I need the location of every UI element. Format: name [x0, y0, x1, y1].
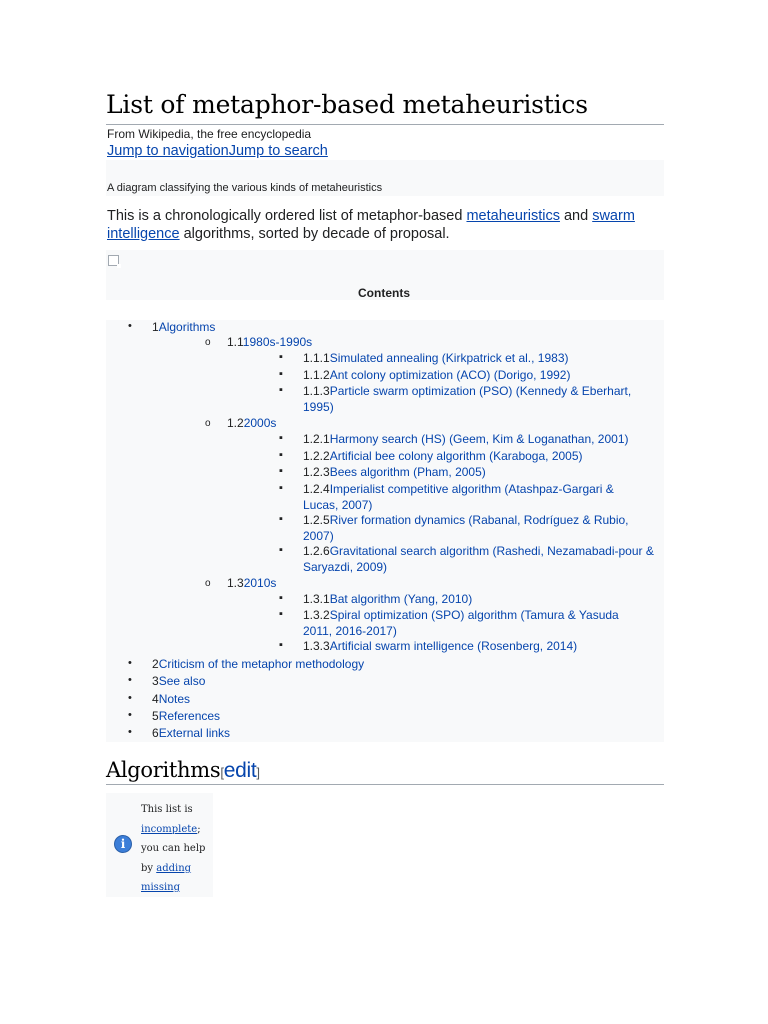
bullet-square: ▪ [279, 513, 283, 525]
toc-item-1-1-1[interactable]: 1.1.1Simulated annealing (Kirkpatrick et al., 1983) [303, 351, 569, 365]
bullet-disc: • [128, 657, 132, 669]
bullet-disc: • [128, 320, 132, 332]
table-of-contents [106, 320, 664, 742]
swarm-intelligence-link[interactable]: swarm intelligence [107, 208, 635, 242]
toc-item-1[interactable]: 1Algorithms [152, 320, 216, 334]
bullet-square: ▪ [279, 449, 283, 461]
page-title: List of metaphor-based metaheuristics [106, 90, 588, 119]
toc-item-6[interactable]: 6External links [152, 726, 231, 740]
toc-item-1-1[interactable]: 1.11980s-1990s [227, 335, 313, 349]
info-icon: i [114, 835, 132, 853]
toc-item-1-1-3[interactable]: 1.1.3Particle swarm optimization (PSO) (Kennedy & Eberhart, 1995) [303, 384, 632, 414]
toc-item-1-2-1[interactable]: 1.2.1Harmony search (HS) (Geem, Kim & Loganathan, 2001) [303, 432, 629, 446]
toc-item-1-2-4[interactable]: 1.2.4Imperialist competitive algorithm (Atashpaz-Gargari & Lucas, 2007) [303, 482, 614, 512]
bullet-circle: o [205, 578, 211, 589]
bullet-circle: o [205, 337, 211, 348]
toc-item-1-3-3[interactable]: 1.3.3Artificial swarm intelligence (Rosenberg, 2014) [303, 639, 578, 653]
adding-missing-link[interactable]: adding missing [141, 862, 192, 893]
toc-item-1-1-2[interactable]: 1.1.2Ant colony optimization (ACO) (Dorigo, 1992) [303, 368, 571, 382]
jump-to-navigation-link[interactable]: Jump to navigation [107, 143, 229, 159]
bullet-disc: • [128, 709, 132, 721]
figure-caption: A diagram classifying the various kinds of metaheuristics [107, 182, 383, 194]
bullet-square: ▪ [279, 384, 283, 396]
bullet-square: ▪ [279, 368, 283, 380]
bullet-circle: o [205, 418, 211, 429]
bullet-square: ▪ [279, 608, 283, 620]
bullet-square: ▪ [279, 639, 283, 651]
toc-item-1-3-2[interactable]: 1.3.2Spiral optimization (SPO) algorithm (Tamura & Yasuda 2011, 2016-2017) [303, 608, 619, 638]
intro-paragraph [107, 207, 667, 243]
bullet-square: ▪ [279, 544, 283, 556]
bullet-disc: • [128, 692, 132, 704]
bullet-square: ▪ [279, 351, 283, 363]
bullet-square: ▪ [279, 432, 283, 444]
toc-item-1-2-3[interactable]: 1.2.3Bees algorithm (Pham, 2005) [303, 465, 486, 479]
toc-title: Contents [358, 286, 410, 300]
edit-section-link[interactable]: edit [223, 759, 257, 782]
bullet-disc: • [128, 674, 132, 686]
toc-item-5[interactable]: 5References [152, 709, 221, 723]
intro-text: This is a chronologically ordered list of metaphor-based [107, 208, 467, 224]
section-divider [106, 784, 664, 785]
section-heading-algorithms [106, 758, 260, 783]
toc-item-2[interactable]: 2Criticism of the metaphor methodology [152, 657, 365, 671]
metaheuristics-link[interactable]: metaheuristics [466, 208, 560, 224]
toc-item-1-3-1[interactable]: 1.3.1Bat algorithm (Yang, 2010) [303, 592, 473, 606]
toc-item-1-3[interactable]: 1.32010s [227, 576, 277, 590]
title-divider [106, 124, 664, 125]
toc-item-1-2-6[interactable]: 1.2.6Gravitational search algorithm (Rashedi, Nezamabadi-pour & Saryazdi, 2009) [303, 544, 654, 574]
notice-text: This list is incomplete; you can help by adding missing [141, 804, 206, 893]
toc-item-1-2-2[interactable]: 1.2.2Artificial bee colony algorithm (Karaboga, 2005) [303, 449, 583, 463]
bullet-disc: • [128, 726, 132, 738]
edit-bracket-open: [ [220, 765, 224, 780]
toc-item-4[interactable]: 4Notes [152, 692, 191, 706]
jump-links [107, 143, 328, 159]
bullet-square: ▪ [279, 592, 283, 604]
toc-item-1-2-5[interactable]: 1.2.5River formation dynamics (Rabanal, Rodríguez & Rubio, 2007) [303, 513, 629, 543]
bullet-square: ▪ [279, 482, 283, 494]
jump-to-search-link[interactable]: Jump to search [228, 143, 328, 159]
intro-text: algorithms, sorted by decade of proposal. [179, 226, 450, 242]
incomplete-link[interactable]: incomplete [141, 823, 198, 835]
section-heading-text: Algorithms [106, 758, 221, 782]
edit-bracket-close: ] [256, 765, 260, 780]
intro-text: and [559, 208, 593, 224]
site-tagline: From Wikipedia, the free encyclopedia [107, 127, 312, 141]
toc-item-1-2[interactable]: 1.22000s [227, 416, 277, 430]
toc-toggle-checkbox[interactable] [108, 255, 119, 266]
toc-item-3[interactable]: 3See also [152, 674, 206, 688]
bullet-square: ▪ [279, 465, 283, 477]
